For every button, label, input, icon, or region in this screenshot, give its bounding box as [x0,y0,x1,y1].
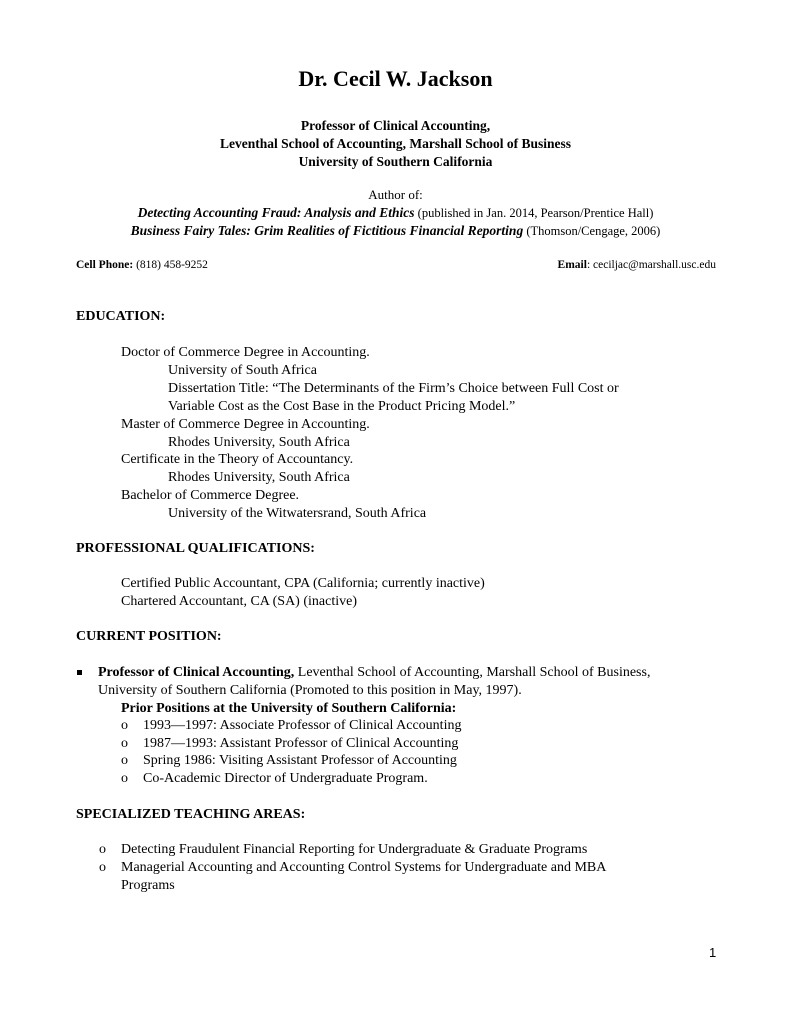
edu-line: Bachelor of Commerce Degree. [121,488,300,503]
teaching-item: Managerial Accounting and Accounting Control Systems for Undergraduate and MBA [121,860,607,875]
edu-line: Rhodes University, South Africa [168,470,350,485]
prior-position: 1987—1993: Assistant Professor of Clinical Accounting [143,736,459,751]
circle-bullet-icon: o [99,842,106,857]
current-position-heading: CURRENT POSITION: [76,629,222,644]
book-1-pub: (published in Jan. 2014, Pearson/Prentice Hall) [414,206,654,220]
book-1 [0,205,791,221]
circle-bullet-icon: o [121,736,128,751]
page-number: 1 [709,945,717,960]
prior-position: 1993—1997: Associate Professor of Clinical Accounting [143,718,462,733]
edu-line: University of South Africa [168,363,317,378]
square-bullet-icon [77,670,82,675]
title-line-2: Leventhal School of Accounting, Marshall School of Business [219,136,572,151]
current-role-rest: Leventhal School of Accounting, Marshall School of Business, [294,665,651,680]
education-heading: EDUCATION: [76,309,166,324]
edu-line: Rhodes University, South Africa [168,435,350,450]
teaching-item: Detecting Fraudulent Financial Reporting for Undergraduate & Graduate Programs [121,842,588,857]
cell-phone-value: (818) 458-9252 [133,259,208,271]
book-2-title: Business Fairy Tales: Grim Realities of Fictitious Financial Reporting [130,223,524,238]
edu-line: Variable Cost as the Cost Base in the Product Pricing Model.” [168,399,516,414]
edu-line: University of the Witwatersrand, South Africa [168,506,427,521]
book-2 [0,223,791,239]
email [558,259,716,271]
book-2-pub: (Thomson/Cengage, 2006) [523,224,661,238]
current-role-title: Professor of Clinical Accounting, [98,665,295,680]
title-line-3: University of Southern California [298,154,493,169]
edu-line: Dissertation Title: “The Determinants of the Firm’s Choice between Full Cost or [168,381,619,396]
email-value: : ceciljac@marshall.usc.edu [586,259,716,271]
prior-positions-heading: Prior Positions at the University of Southern California: [121,701,457,716]
current-role-line-1 [98,665,650,681]
prior-position: Co-Academic Director of Undergraduate Program. [143,771,428,786]
cv-name: Dr. Cecil W. Jackson [298,66,493,91]
circle-bullet-icon: o [121,718,128,733]
cell-phone [76,259,208,271]
teaching-heading: SPECIALIZED TEACHING AREAS: [76,807,306,822]
current-role-line-2: University of Southern California (Promoted to this position in May, 1997). [98,683,522,698]
circle-bullet-icon: o [99,860,106,875]
qualifications-heading: PROFESSIONAL QUALIFICATIONS: [76,541,315,556]
edu-line: Master of Commerce Degree in Accounting. [121,417,370,432]
book-1-title: Detecting Accounting Fraud: Analysis and Ethics [137,205,415,220]
title-line-1: Professor of Clinical Accounting, [300,118,491,133]
teaching-item-continued: Programs [121,878,175,893]
circle-bullet-icon: o [121,771,128,786]
email-label: Email [557,259,587,271]
author-label: Author of: [368,187,423,202]
edu-line: Certificate in the Theory of Accountancy. [121,452,354,467]
circle-bullet-icon: o [121,753,128,768]
qualification-line: Certified Public Accountant, CPA (California; currently inactive) [121,576,485,591]
prior-position: Spring 1986: Visiting Assistant Professor of Accounting [143,753,457,768]
edu-line: Doctor of Commerce Degree in Accounting. [121,345,370,360]
qualification-line: Chartered Accountant, CA (SA) (inactive) [121,594,357,609]
cell-phone-label: Cell Phone: [76,259,134,271]
